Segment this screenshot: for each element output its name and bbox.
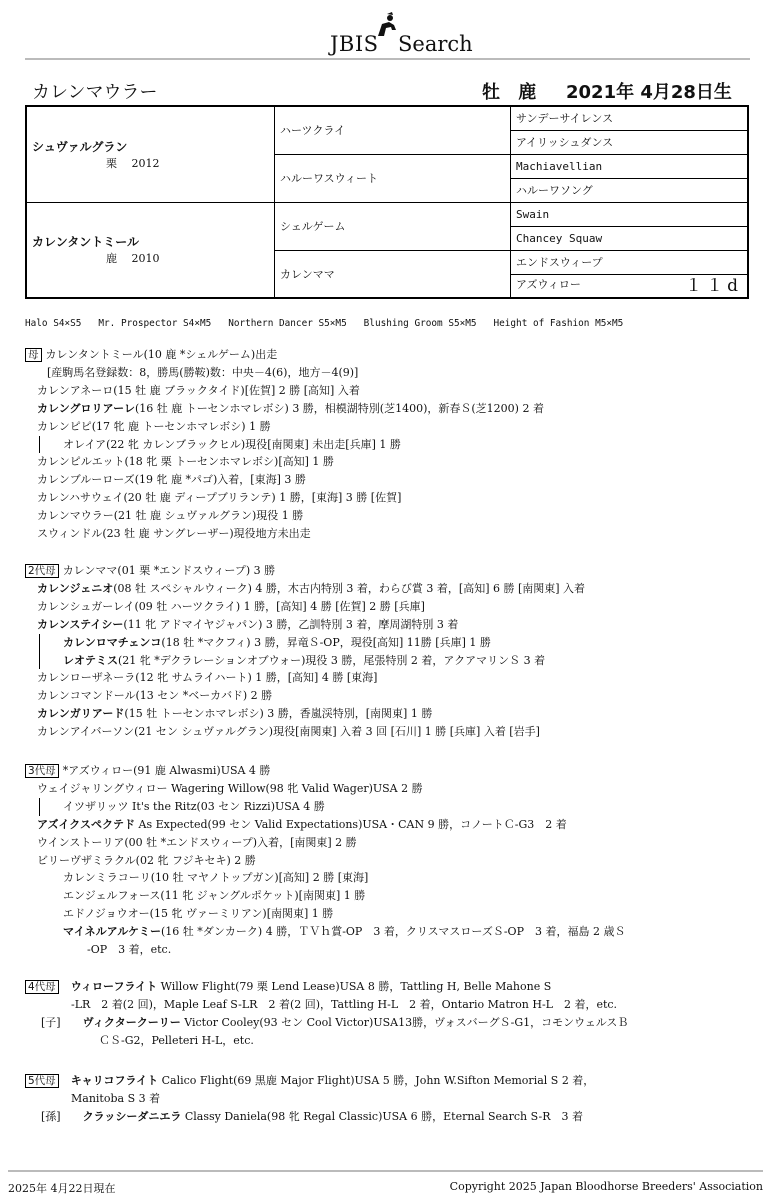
footer-copyright: Copyright 2025 Japan Bloodhorse Breeders' Association <box>449 1180 763 1193</box>
inbreeding-line: Halo S4×S5 Mr. Prospector S4×M5 Northern Dancer S5×M5 Blushing Groom S5×M5 Height of Fashion M5×M5 <box>25 318 624 329</box>
birth-date: 2021年 4月28日生 <box>566 82 732 103</box>
horse-bold[interactable]: カレングロリアーレ <box>37 401 135 415</box>
list-item: ウインストーリア(00 牡 *エンドスウィープ)入着，[南関東] 2 勝 <box>37 835 357 849</box>
sdd-cell[interactable]: ハルーワソング <box>511 178 749 202</box>
list-item: イツザリッツ It's the Ritz(03 セン Rizzi)USA 4 勝 <box>39 798 750 816</box>
list-item: アズイクスペクテド As Expected(99 セン Valid Expectations)USA・CAN 9 勝，コノートＣ-G3 2 着 <box>37 817 567 831</box>
list-item: カレンシュガーレイ(09 牡 ハーツクライ) 1 勝，[高知] 4 勝 [佐賀] 2 勝 [兵庫] <box>37 599 425 613</box>
sex-color: 牡 鹿 <box>482 82 543 103</box>
section-tag-4th-dam: 4代母 <box>25 980 59 994</box>
list-item: ＣＳ-G2，Pelleteri H-L，etc. <box>99 1033 254 1047</box>
footer-rule <box>8 1170 763 1172</box>
fifth-dam-section: 5代母 キャリコフライト Calico Flight(69 黒鹿 Major Flight)USA 5 勝，John W.Sifton Memorial S 2 着， Manitoba S 3 着 [孫] クラッシーダニエラ Classy Daniela(98 牝 Regal Classic)USA 6 勝，Eternal Search S-R 3 着 <box>25 1072 750 1126</box>
ddd-cell <box>511 274 749 298</box>
list-item: -LR 2 着(2 回)，Maple Leaf S-LR 2 着(2 回)，Tattling H-L 2 着，Ontario Matron H-L 2 着，etc. <box>71 997 618 1011</box>
list-item: レオテミス(21 牝 *デクラレーションオブウォー)現役 3 勝，尾張特別 2 着，アクアマリンＳ 3 着 <box>39 652 750 670</box>
dsd-cell[interactable]: Chancey Squaw <box>511 226 749 250</box>
sire-info: 栗 2012 <box>106 156 160 170</box>
list-item: スウィンドル(23 牡 鹿 サングレーザー)現役地方未出走 <box>37 527 311 541</box>
dd-cell[interactable]: カレンママ <box>275 250 511 298</box>
list-item: カレンコマンドール(13 セン *ベーカバド) 2 勝 <box>37 689 273 703</box>
sss-cell[interactable]: サンデーサイレンス <box>511 106 749 130</box>
sd-cell[interactable]: ハルーワスウィート <box>275 154 511 202</box>
list-item: [孫] クラッシーダニエラ Classy Daniela(98 牝 Regal Classic)USA 6 勝，Eternal Search S-R 3 着 <box>41 1109 584 1123</box>
third-dam-section <box>25 762 750 959</box>
produce-summary: [産駒馬名登録数：8，勝馬(勝鞍)数：中央－4(6)，地方－4(9)] <box>47 365 359 379</box>
list-item: カレンアネーロ(15 牡 鹿 ブラックタイド)[佐賀] 2 勝 [高知] 入着 <box>37 383 360 397</box>
fourth-dam-section: 4代母 ウィローフライト Willow Flight(79 栗 Lend Lease)USA 8 勝，Tattling H, Belle Mahone S -LR 2 着(2 回)，Maple Leaf S-LR 2 着(2 回)，Tattling H-L 2 着，Ontario Matron H-L 2 着，etc. [子] ヴィクタークーリー Victor Cooley(93 セン Cool Victor)USA13勝，ヴォスバーグＳ-G1，コモンウェルスＢ ＣＳ-G2，Pelleteri H-L，etc. <box>25 978 750 1050</box>
pedigree-table <box>25 105 749 299</box>
list-item: エドノジョウオー(15 牝 ヴァーミリアン)[南関東] 1 勝 <box>63 907 334 921</box>
footer-date: 2025年 4月22日現在 <box>8 1182 116 1195</box>
list-item: ビリーヴザミラクル(02 牝 フジキセキ) 2 勝 <box>37 853 256 867</box>
dss-cell[interactable]: Swain <box>511 202 749 226</box>
dam-info: 鹿 2010 <box>106 252 160 266</box>
list-item: Manitoba S 3 着 <box>71 1091 161 1105</box>
list-item: カレンピルエット(18 牝 栗 トーセンホマレボシ)[高知] 1 勝 <box>37 455 334 469</box>
list-item: カレンピピ(17 牝 鹿 トーセンホマレボシ) 1 勝 <box>37 419 271 433</box>
list-item: カレンロマチェンコ(18 牡 *マクフィ) 3 勝，昇竜Ｓ-OP，現役[高知] 11勝 [兵庫] 1 勝 <box>39 634 750 652</box>
sire-cell <box>26 106 275 202</box>
list-item: カレンアイバーソン(21 セン シュヴァルグラン)現役[南関東] 入着 3 回 [石川] 1 勝 [兵庫] 入着 [岩手] <box>37 725 540 739</box>
header-rule <box>25 58 750 60</box>
dam-name[interactable]: カレンタントミール <box>32 235 139 250</box>
logo-search-text: Search <box>398 32 473 56</box>
list-item: カレングロリアーレ(16 牡 鹿 トーセンホマレボシ) 3 勝，相模湖特別(芝1400)，新春Ｓ(芝1200) 2 着 <box>37 401 544 415</box>
list-item: -OP 3 着，etc. <box>87 943 172 957</box>
section-tag-2nd-dam: 2代母 <box>25 564 59 578</box>
jbis-logo[interactable] <box>330 12 473 56</box>
dam-cell <box>26 202 275 298</box>
logo-jbis-text: JBIS <box>330 32 379 56</box>
section-head: *アズウィロー(91 鹿 Alwasmi)USA 4 勝 <box>62 764 271 777</box>
section-head: カレンママ(01 栗 *エンドスウィープ) 3 勝 <box>62 564 276 577</box>
dam-section <box>25 346 750 543</box>
list-item: カレンハサウェイ(20 牡 鹿 ディープブリランテ) 1 勝，[東海] 3 勝 [佐賀] <box>37 491 402 505</box>
sire-name[interactable]: シュヴァルグラン <box>32 139 128 154</box>
section-tag-dam: 母 <box>25 348 42 362</box>
section-tag-5th-dam: 5代母 <box>25 1074 59 1088</box>
family-number: １１d <box>685 275 742 296</box>
list-item: オレイア(22 牝 カレンブラックヒル)現役[南関東] 未出走[兵庫] 1 勝 <box>39 436 750 454</box>
ddd-name[interactable]: アズウィロー <box>516 277 581 291</box>
list-item: カレンステイシー(11 牝 アドマイヤジャパン) 3 勝，乙訓特別 3 着，摩周湖特別 3 着 <box>37 617 459 631</box>
list-item: エンジェルフォース(11 牝 ジャングルポケット)[南関東] 1 勝 <box>63 889 366 903</box>
section-tag-3rd-dam: 3代母 <box>25 764 59 778</box>
dds-cell[interactable]: エンドスウィープ <box>511 250 749 274</box>
list-item: カレンブルーローズ(19 牝 鹿 *パゴ)入着，[東海] 3 勝 <box>37 473 306 487</box>
list-item: カレンローザネーラ(12 牝 サムライハート) 1 勝，[高知] 4 勝 [東海] <box>37 671 378 685</box>
sds-cell[interactable]: Machiavellian <box>511 154 749 178</box>
section-head: カレンタントミール(10 鹿 *シェルゲーム)出走 <box>45 348 278 361</box>
horse-name: カレンマウラー <box>32 82 158 103</box>
ss-cell[interactable]: ハーツクライ <box>275 106 511 154</box>
list-item: カレンガリアード(15 牡 トーセンホマレボシ) 3 勝，香嵐渓特別，[南関東] 1 勝 <box>37 707 433 721</box>
second-dam-section <box>25 562 750 741</box>
list-item: マイネルアルケミー(16 牡 *ダンカーク) 4 勝，ＴＶｈ賞-OP 3 着，クリスマスローズＳ-OP 3 着，福島 2 歳Ｓ <box>63 925 626 939</box>
list-item: カレンミラコーリ(10 牡 マヤノトップガン)[高知] 2 勝 [東海] <box>63 871 369 885</box>
ds-cell[interactable]: シェルゲーム <box>275 202 511 250</box>
list-item: [子] ヴィクタークーリー Victor Cooley(93 セン Cool Victor)USA13勝，ヴォスバーグＳ-G1，コモンウェルスＢ <box>41 1015 629 1029</box>
list-item: ウェイジャリングウィロー Wagering Willow(98 牝 Valid Wager)USA 2 勝 <box>37 781 423 795</box>
list-item: カレンマウラー(21 牡 鹿 シュヴァルグラン)現役 1 勝 <box>37 509 304 523</box>
list-item: カレンジェニオ(08 牡 スペシャルウィーク) 4 勝，木古内特別 3 着，わらび賞 3 着，[高知] 6 勝 [南関東] 入着 <box>37 581 586 595</box>
ssd-cell[interactable]: アイリッシュダンス <box>511 130 749 154</box>
